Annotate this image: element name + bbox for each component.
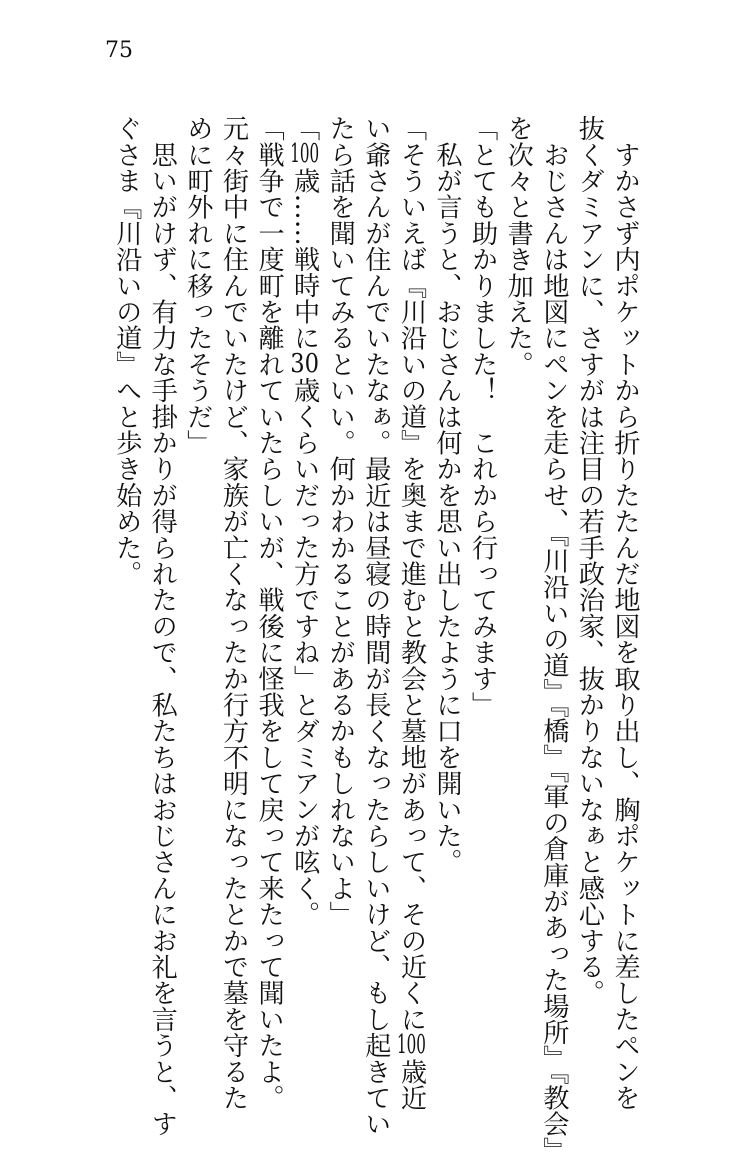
tate-chu-yoko-number: 100 bbox=[290, 141, 320, 168]
text-line: 「戦争で一度町を離れていたらしいが、戦後に怪我をして戻って来たって聞いたよ。 bbox=[254, 115, 285, 1111]
tate-chu-yoko-number: 30 bbox=[290, 350, 320, 377]
text-line: を次々と書き加えた。 bbox=[503, 115, 534, 377]
text-segment: 歳くらいだった方ですね」とダミアンが呟く。 bbox=[289, 376, 320, 928]
text-segment: 「そういえば『川沿いの道』を奥まで進むと教会と墓地があって、その近くに bbox=[396, 115, 427, 1032]
text-line: 「とても助かりました！ これから行ってみます」 bbox=[467, 115, 498, 718]
tate-chu-yoko-number: 100 bbox=[397, 1032, 426, 1059]
text-line: たら話を聞いてみるといい。何かわかることがあるかもしれないよ」 bbox=[325, 115, 356, 928]
text-line bbox=[393, 115, 429, 1111]
text-line: 元々街中に住んでいたけど、家族が亡くなったか行方不明になったとかで墓を守るた bbox=[218, 115, 249, 1111]
page-number: 75 bbox=[105, 38, 133, 63]
text-line: 思いがけず、有力な手掛かりが得られたので、私たちはおじさんにお礼を言うと、す bbox=[147, 115, 178, 1137]
text-line: すかさず内ポケットから折りたたんだ地図を取り出し、胸ポケットに差したペンを bbox=[610, 115, 640, 1111]
text-line bbox=[286, 115, 322, 970]
text-line: めに町外れに移ったそうだ」 bbox=[182, 115, 213, 456]
text-line: 抜くダミアンに、さすがは注目の若手政治家、抜かりないなぁと感心する。 bbox=[574, 115, 605, 1006]
text-line: い爺さんが住んでいたなぁ。最近は昼寝の時間が長くなったらしいけど、もし起きてい bbox=[360, 115, 391, 1137]
text-line: 私が言うと、おじさんは何かを思い出したように口を開いた。 bbox=[432, 115, 463, 875]
body-text bbox=[111, 115, 642, 1163]
text-line: ぐさま『川沿いの道』へと歩き始めた。 bbox=[111, 115, 142, 587]
text-segment: 「 bbox=[289, 115, 320, 142]
text-segment: 歳近 bbox=[396, 1058, 427, 1111]
text-line: おじさんは地図にペンを走らせ、『川沿いの道』『橋』『軍の倉庫があった場所』『教会』 bbox=[538, 115, 569, 1163]
text-segment: 歳……戦時中に bbox=[289, 167, 320, 351]
